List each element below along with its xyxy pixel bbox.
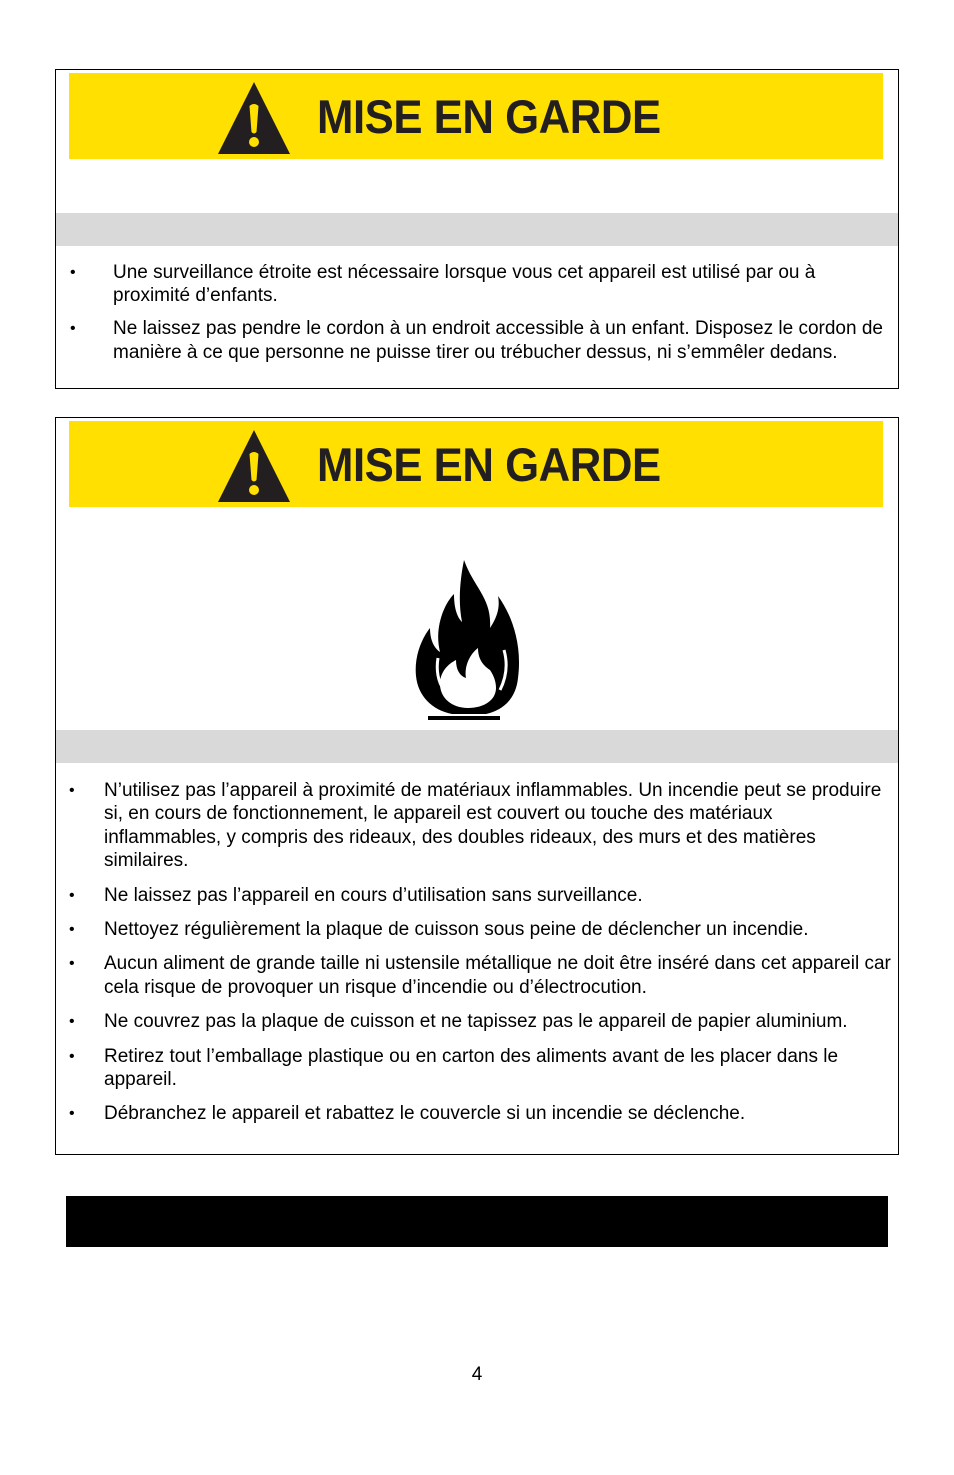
caution-title: MISE EN GARDE	[317, 438, 661, 491]
list-item: • Une surveillance étroite est nécessaire lorsque vous cet appareil est utilisé par ou à proximité d’enfants.	[70, 262, 816, 307]
section-divider-bar	[56, 730, 898, 763]
caution-banner	[69, 73, 883, 159]
flammable-flame-icon	[414, 558, 526, 724]
bullet-icon: •	[69, 886, 75, 904]
bullet-icon: •	[69, 782, 75, 799]
bullet-icon: •	[70, 320, 76, 338]
list-item: • Nettoyez régulièrement la plaque de cuisson sous peine de déclencher un incendie.	[69, 919, 809, 941]
caution-title: MISE EN GARDE	[317, 90, 661, 143]
list-item: • Aucun aliment de grande taille ni ustensile métallique ne doit être inséré dans cet appareil car cela risque de provoquer un risque d’incendie ou d’électrocution.	[69, 953, 891, 998]
list-item: • Débranchez le appareil et rabattez le couvercle si un incendie se déclenche.	[69, 1103, 746, 1125]
warning-triangle-icon	[216, 80, 292, 156]
bullet-icon: •	[69, 955, 75, 973]
page-number: 4	[471, 1364, 483, 1385]
caution-list	[56, 261, 886, 374]
caution-list	[56, 779, 891, 1137]
bullet-icon: •	[69, 1105, 75, 1123]
bullet-icon: •	[69, 1047, 75, 1065]
section-header-bar	[66, 1196, 888, 1247]
list-item: • Ne laissez pas l’appareil en cours d’utilisation sans surveillance.	[69, 884, 643, 906]
list-item: • N’utilisez pas l’appareil à proximité de matériaux inflammables. Un incendie peut se produire si, en cours de fonctionnement, le appareil est couvert ou touche des matériaux inflammables, y compris des rideaux, des doubles rideaux, des murs et des matières similaires.	[69, 780, 882, 872]
caution-box-2	[55, 417, 899, 1155]
list-item: • Retirez tout l’emballage plastique ou en carton des aliments avant de les placer dans le appareil.	[69, 1045, 839, 1091]
caution-banner	[69, 421, 883, 507]
caution-box-1	[55, 69, 899, 389]
warning-triangle-icon	[216, 428, 292, 504]
list-item: • Ne couvrez pas la plaque de cuisson et ne tapissez pas le appareil de papier aluminium.	[69, 1011, 848, 1033]
bullet-icon: •	[69, 1013, 75, 1031]
list-item: • Ne laissez pas pendre le cordon à un endroit accessible à un enfant. Disposez le cordon de manière à ce que personne ne puisse tirer ou trébucher dessus, ni s’emmêler dedans.	[70, 318, 883, 363]
bullet-icon: •	[70, 264, 76, 281]
bullet-icon: •	[69, 921, 75, 939]
section-divider-bar	[56, 213, 898, 246]
